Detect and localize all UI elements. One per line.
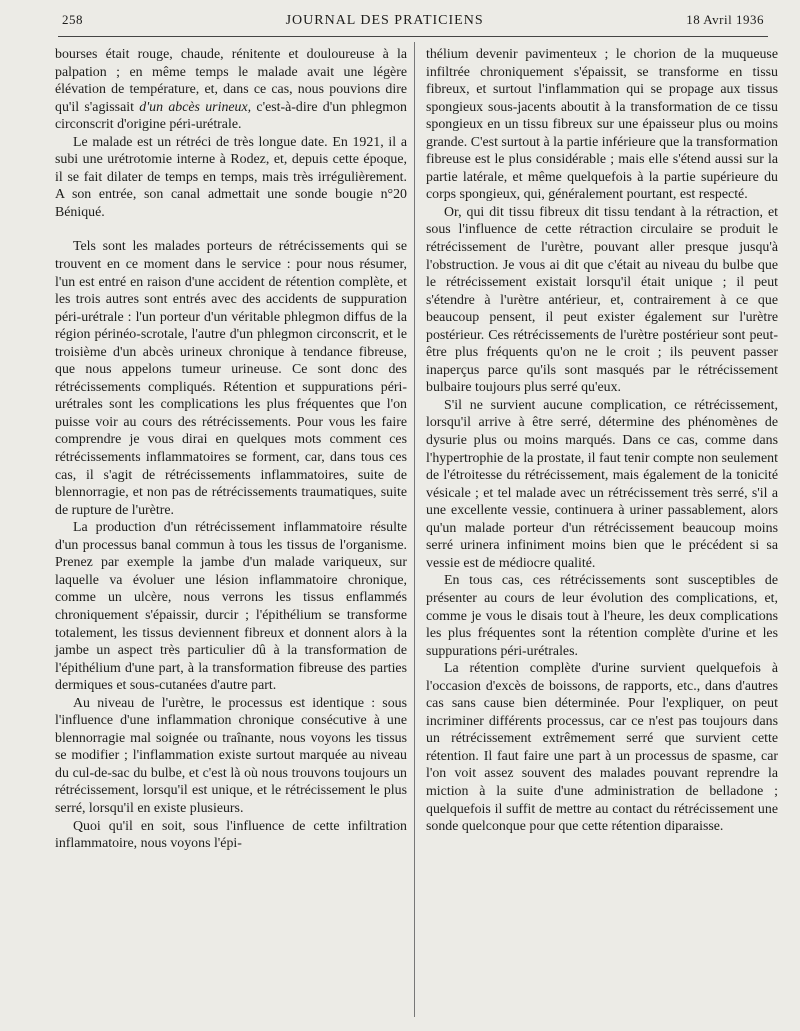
paragraph: S'il ne survient aucune complication, ce rétrécissement, lorsqu'il arrive à être serré, détermine des phénomènes de dysurie plus ou moins marqués. Dans ce cas, comme dans l'hypertrophie de la prostate, il faut tenir compte non seulement de l'étroitesse du rétrécissement, mais également de la tonicité vésicale ; et tel malade avec un rétrécissement très serré, s'il a une excellente vessie, continuera à uriner passablement, alors qu'un malade porteur d'un rétrécissement beaucoup moins serré urinera infiniment moins bien que le précédent si sa vessie est de médiocre qualité.	[426, 397, 778, 571]
paragraph: La rétention complète d'urine survient quelquefois à l'occasion d'excès de boissons, de rapports, etc., dans d'autres cas sans cause bien déterminée. Pour l'expliquer, on peut incriminer différents processus, car ce n'est pas toujours dans un rétrécissement extrêmement serré que survient cette rétention. Il faut faire une part à un processus de spasme, car l'on voit assez souvent des malades pouvant reprendre la miction à la suite d'une administration de belladone ; quelquefois il suffit de mettre au contact du rétrécissement une sonde quelconque pour que cette rétention diparaisse.	[426, 661, 778, 835]
paragraph: Au niveau de l'urètre, le processus est identique : sous l'influence d'une inflammation chronique consécutive à une blennorragie mal soignée ou traînante, nous voyons les tissus se modifier ; l'inflammation existe surtout marquée au niveau du cul-de-sac du bulbe, et c'est là où nous trouvons toujours un rétrécissement, lorsqu'il est unique, et le rétrécissement le plus serré, lorsqu'il en existe plusieurs.	[55, 695, 407, 816]
column-divider	[414, 42, 415, 1017]
paragraph: Or, qui dit tissu fibreux dit tissu tendant à la rétraction, et sous l'influence de cette rétraction circulaire se produit le rétrécissement de l'urètre, pouvant aller presque jusqu'à l'obstruction. Je vous ai dit que c'était au niveau du bulbe que le rétrécissement existait lorsqu'il était unique ; il peut s'étendre à l'urètre antérieur, et, contrairement à ce que beaucoup pensent, il peut exister également sur l'urètre postérieur. Ces rétrécissements de l'urètre postérieur sont peut-être plus fréquents qu'on ne le croit ; ils peuvent passer inaperçus parce qu'ils sont masqués par le rétrécissement bulbaire toujours plus serré qu'eux.	[426, 204, 778, 396]
paragraph: Quoi qu'il en soit, sous l'influence de cette infiltration inflammatoire, nous voyons l'épi-	[55, 818, 407, 852]
issue-date: 18 Avril 1936	[686, 12, 764, 27]
running-header	[62, 12, 764, 36]
left-column	[55, 46, 407, 853]
text-run: c'est-à-dire d'un phlegmon circonscrit d'origine péri-urétrale.	[55, 99, 407, 133]
italic-text: d'un abcès urineux,	[139, 99, 252, 115]
text-run: bourses était rouge, chaude, rénitente et douloureuse à la palpation ; en même temps le malade avait une légère élévation de température, et, dans ce cas, nous pouvions dire qu'il s'agissait	[55, 47, 407, 115]
paragraph	[55, 46, 407, 134]
header-rule	[58, 36, 768, 37]
paragraph: thélium devenir pavimenteux ; le chorion de la muqueuse infiltrée chroniquement s'épaissit, se transforme en tissu fibreux, et surtout l'inflammation qui se propage aux tissus spongieux sous-jacents aboutit à la transformation de ce tissu spongieux en un tissu fibreux sur une épaisseur plus ou moins grande. C'est surtout à la partie inférieure que la transformation fibreuse est le plus considérable ; mais elle s'étend aussi sur la partie latérale, et même quelquefois à la partie supérieure du corps spongieux, qui, généralement pourtant, est respecté.	[426, 47, 778, 203]
journal-title: JOURNAL DES PRATICIENS	[285, 13, 484, 28]
paragraph: En tous cas, ces rétrécissements sont susceptibles de présenter au cours de leur évolution des complications, et, comme je vous le disais tout à l'heure, les deux complications les plus fréquentes sont la rétention complète d'urine et les suppurations péri-urétrales.	[426, 573, 778, 659]
right-column	[426, 46, 778, 836]
paragraph: Tels sont les malades porteurs de rétrécissements qui se trouvent en ce moment dans le service : pour nous résumer, l'un est entré en raison d'une accident de rétention complète, et les trois autres sont entrés avec des accidents de suppuration péri-urétrale : l'un porteur d'un véritable phlegmon diffus de la région périnéo-scrotale, l'autre d'un phlegmon circonscrit, et le troisième d'un abcès urineux chronique à tendance fibreuse, que nous appelons tumeur urineuse. Ce sont donc des rétrécissements compliqués. Rétention et suppurations péri-urétrales sont les complications les plus fréquentes que l'on puisse voir au cours des rétrécissements. Pour vous les faire comprendre je vous dirai en quelques mots comment ces rétrécissements inflammatoires se forment, car, dans tous ces cas, il s'agit de rétrécissements inflammatoires, suite de blennorragie, et non pas de rétrécissements traumatiques, suite de rupture de l'urètre.	[55, 239, 407, 518]
paragraph: Le malade est un rétréci de très longue date. En 1921, il a subi une urétrotomie interne à Rodez, et, depuis cette époque, il se fait dilater de temps en temps, mais très irrégulièrement. A son entrée, son canal admettait une sonde bougie n°20 Béniqué.	[55, 134, 407, 220]
page-number: 258	[62, 12, 83, 27]
paragraph: La production d'un rétrécissement inflammatoire résulte d'un processus banal commun à tous les tissus de l'organisme. Prenez par exemple la jambe d'un malade variqueux, sur laquelle va évoluer une lésion inflammatoire chronique, comme un ulcère, nous verrons les tissus enflammés chroniquement s'épaissir, durcir ; l'épithélium se transforme totalement, les tissus deviennent fibreux et donnent alors à la jambe un aspect très particulier dû à la transformation de l'épithélium d'une part, à la transformation fibreuse des parties dermiques et sous-cutanées d'autre part.	[55, 520, 407, 694]
